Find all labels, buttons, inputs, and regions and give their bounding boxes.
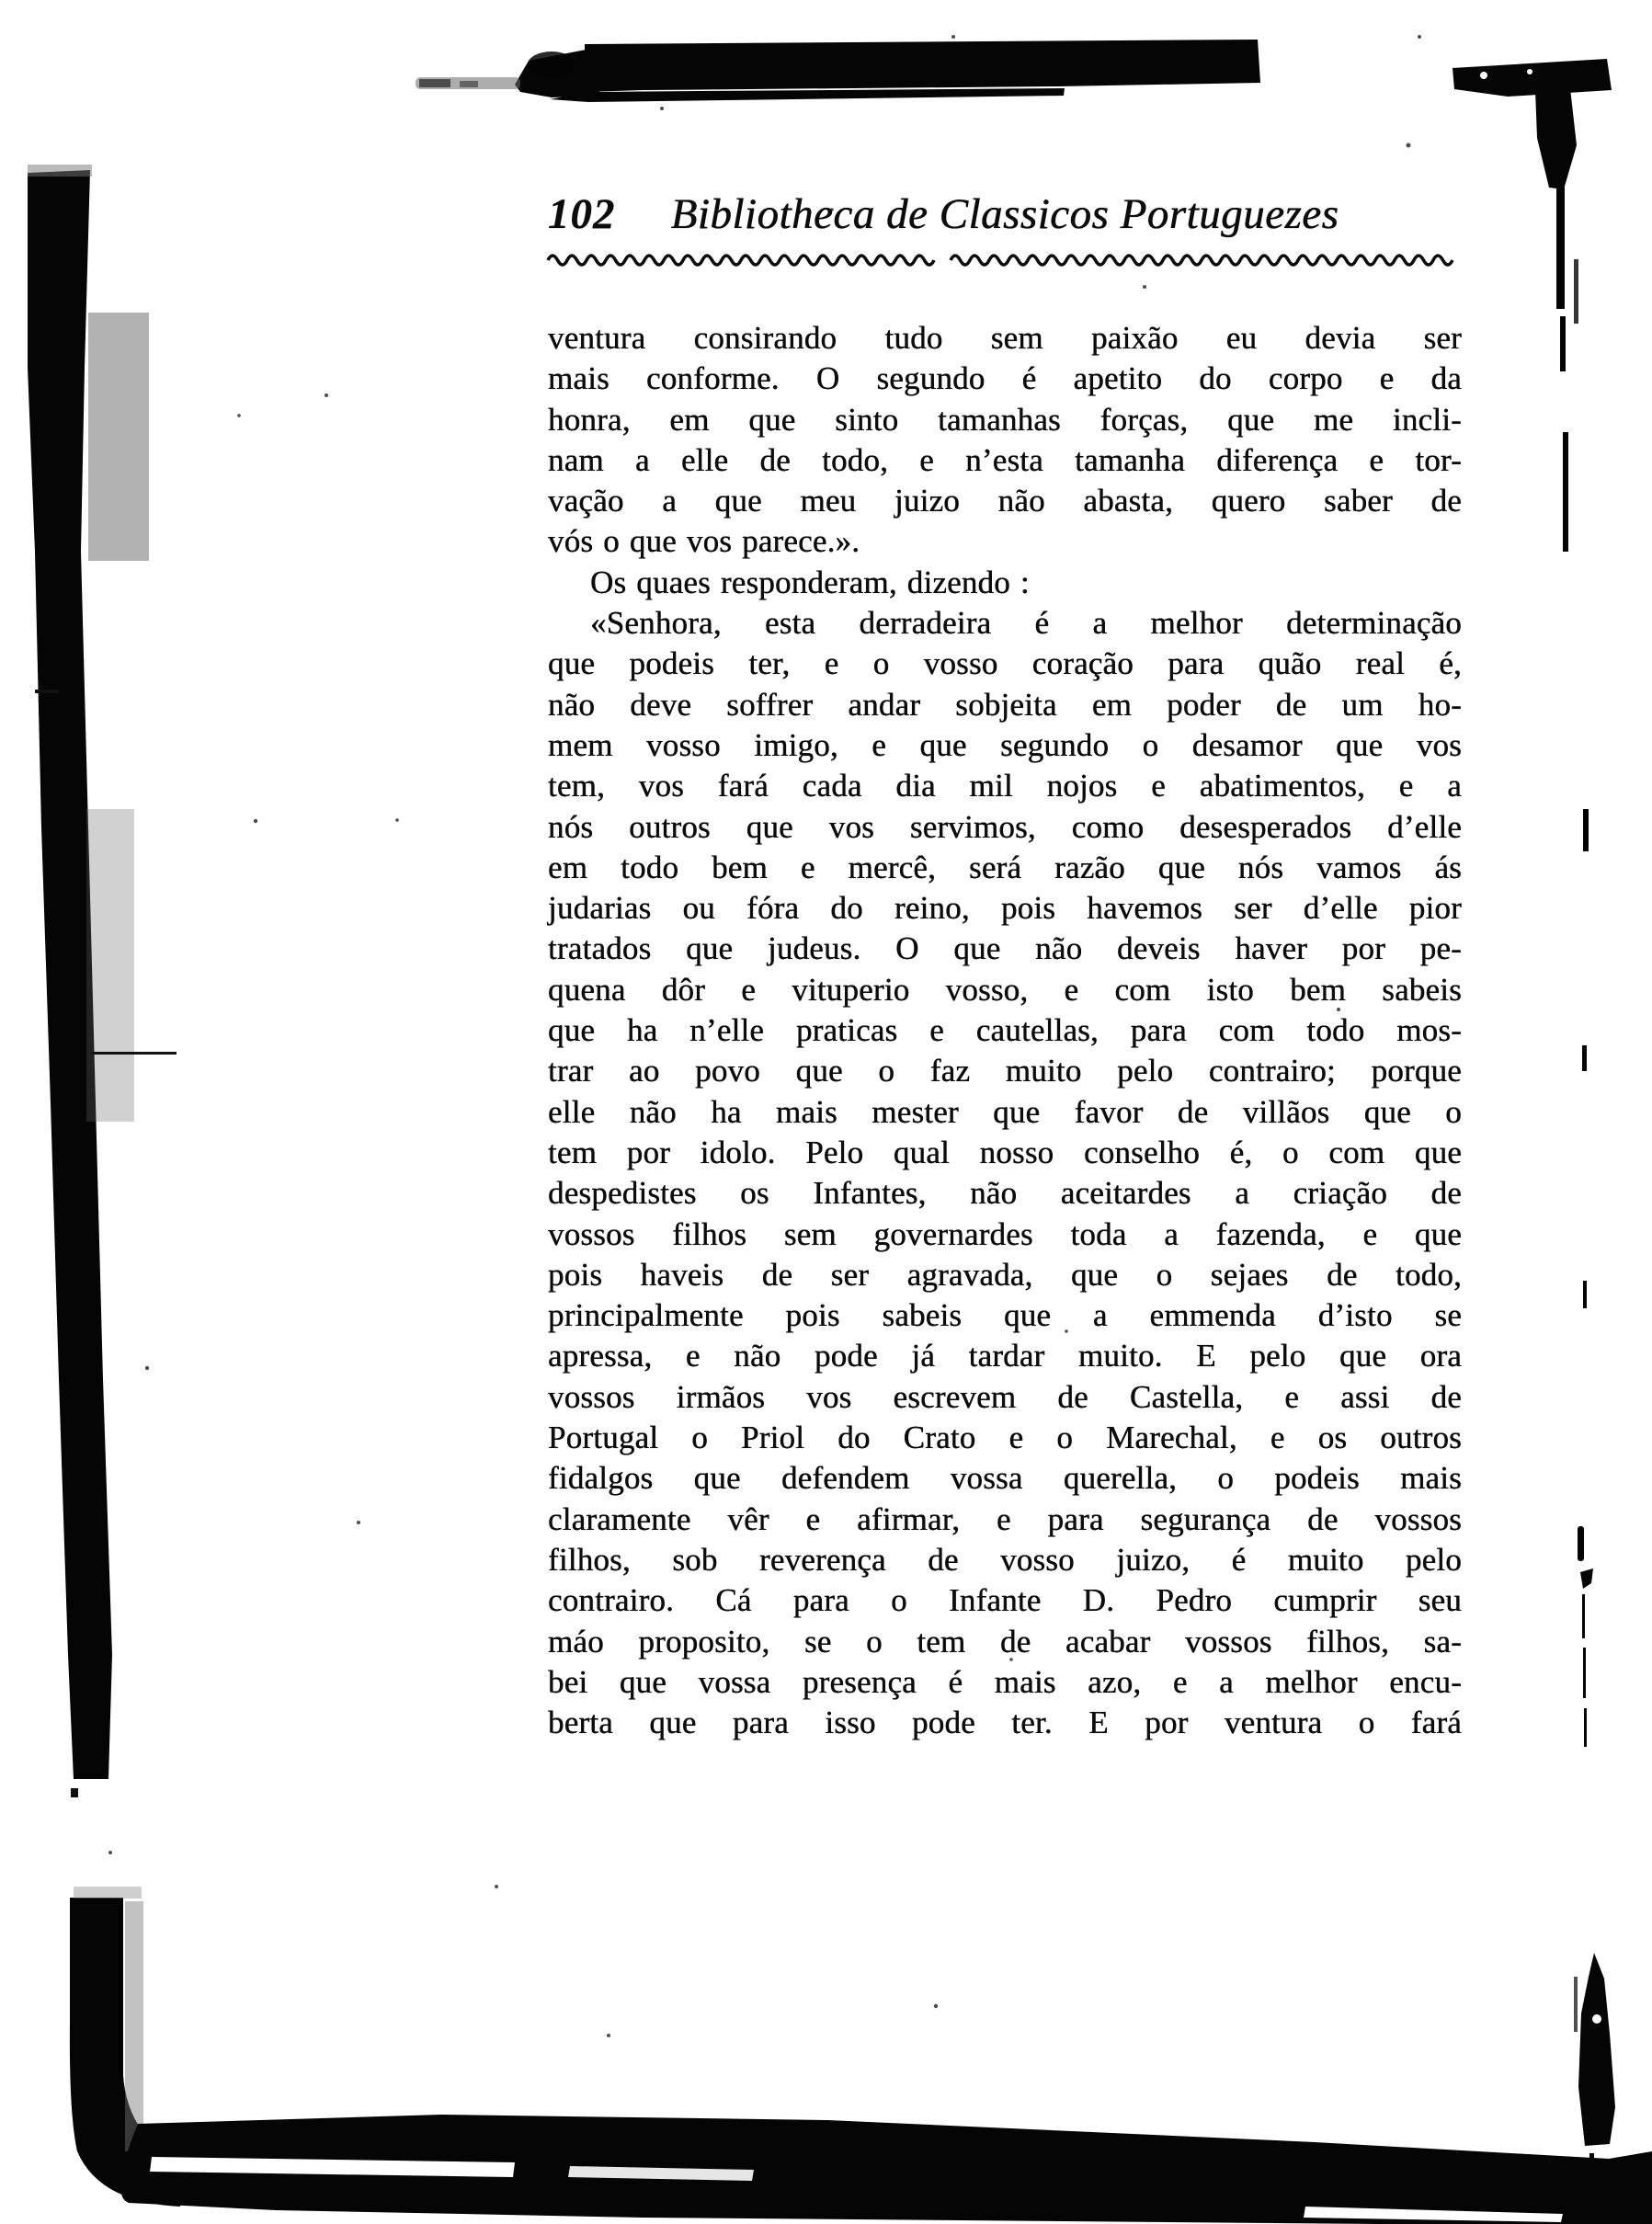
scan-artifact-top-smudge: [416, 77, 520, 89]
text-line: principalmente pois sabeis que a emmenda d’isto se: [548, 1297, 1462, 1334]
text-line: nam a elle de todo, e n’esta tamanha diferença e tor-: [548, 441, 1462, 478]
text-line: mem vosso imigo, e que segundo o desamor que vos: [548, 726, 1462, 763]
scan-artifact-bottom-right-flame: [1574, 1953, 1615, 2175]
text-line: em todo bem e mercê, será razão que nós vamos ás: [548, 849, 1462, 885]
text-line: vação a que meu juizo não abasta, quero saber de: [548, 483, 1462, 519]
text-line: vós o que vos parece.».: [548, 523, 860, 560]
page-text: [548, 318, 1462, 1743]
text-line: judarias ou fóra do reino, pois havemos ser d’elle pior: [548, 890, 1462, 927]
text-line: contrairo. Cá para o Infante D. Pedro cumprir seu: [548, 1582, 1462, 1619]
text-line: Os quaes responderam, dizendo :: [590, 564, 1030, 600]
text-line: vossos filhos sem governardes toda a fazenda, e que: [548, 1215, 1462, 1252]
wavy-rule-right: [951, 256, 1453, 265]
text-line: bei que vossa presença é mais azo, e a melhor encu-: [548, 1663, 1462, 1700]
text-line: não deve soffrer andar sobjeita em poder de um ho-: [548, 686, 1462, 723]
scan-artifact-left-bar: [28, 165, 177, 1797]
text-line: despedistes os Infantes, não aceitardes a criação de: [548, 1175, 1462, 1212]
text-line: mais conforme. O segundo é apetito do corpo e da: [548, 360, 1462, 397]
text-line: honra, em que sinto tamanhas forças, que me incli-: [548, 401, 1462, 438]
text-line: fidalgos que defendem vossa querella, o podeis mais: [548, 1460, 1462, 1497]
wavy-rule-left: [548, 256, 934, 265]
text-line: tem por idolo. Pelo qual nosso conselho é, o com que: [548, 1134, 1462, 1170]
text-line: que podeis ter, e o vosso coração para quão real é,: [548, 645, 1462, 682]
text-line: elle não ha mais mester que favor de villãos que o: [548, 1093, 1462, 1130]
text-line: filhos, sob reverença de vosso juizo, é muito pelo: [548, 1541, 1462, 1578]
header-wavy-rule: [546, 248, 1476, 270]
text-line: quena dôr e vituperio vosso, e com isto bem sabeis: [548, 971, 1462, 1008]
text-line: tratados que judeus. O que não deveis haver por pe-: [548, 930, 1462, 967]
text-line: vossos irmãos vos escrevem de Castella, e assi de: [548, 1378, 1462, 1415]
scan-artifact-top-right: [1453, 59, 1612, 552]
text-line: tem, vos fará cada dia mil nojos e abatimentos, e a: [548, 768, 1462, 804]
scan-artifact-bottom-bar: [120, 2115, 1652, 2224]
running-title: Bibliotheca de Classicos Portuguezes: [670, 190, 1339, 238]
text-line: claramente vêr e afirmar, e para segurança de vossos: [548, 1500, 1462, 1537]
text-line: Portugal o Priol do Crato e o Marechal, e os outros: [548, 1420, 1462, 1456]
text-line: trar ao povo que o faz muito pelo contrairo; porque: [548, 1053, 1462, 1089]
text-line: nós outros que vos servimos, como desesperados d’elle: [548, 808, 1462, 845]
text-line: pois haveis de ser agravada, que o sejaes de todo,: [548, 1256, 1462, 1293]
text-line: «Senhora, esta derradeira é a melhor determinação: [590, 605, 1462, 642]
text-line: máo proposito, se o tem de acabar vossos filhos, sa-: [548, 1623, 1462, 1659]
text-line: que ha n’elle praticas e cautellas, para com todo mos-: [548, 1012, 1462, 1049]
scan-artifact-top-bar: [515, 40, 1260, 102]
text-line: berta que para isso pode ter. E por ventura o fará: [548, 1705, 1462, 1741]
scan-artifact-right-ticks: [1578, 809, 1593, 1747]
text-line: ventura consirando tudo sem paixão eu devia ser: [548, 320, 1462, 356]
page-number: 102: [548, 190, 616, 238]
text-line: apressa, e não pode já tardar muito. E pelo que ora: [548, 1338, 1462, 1374]
